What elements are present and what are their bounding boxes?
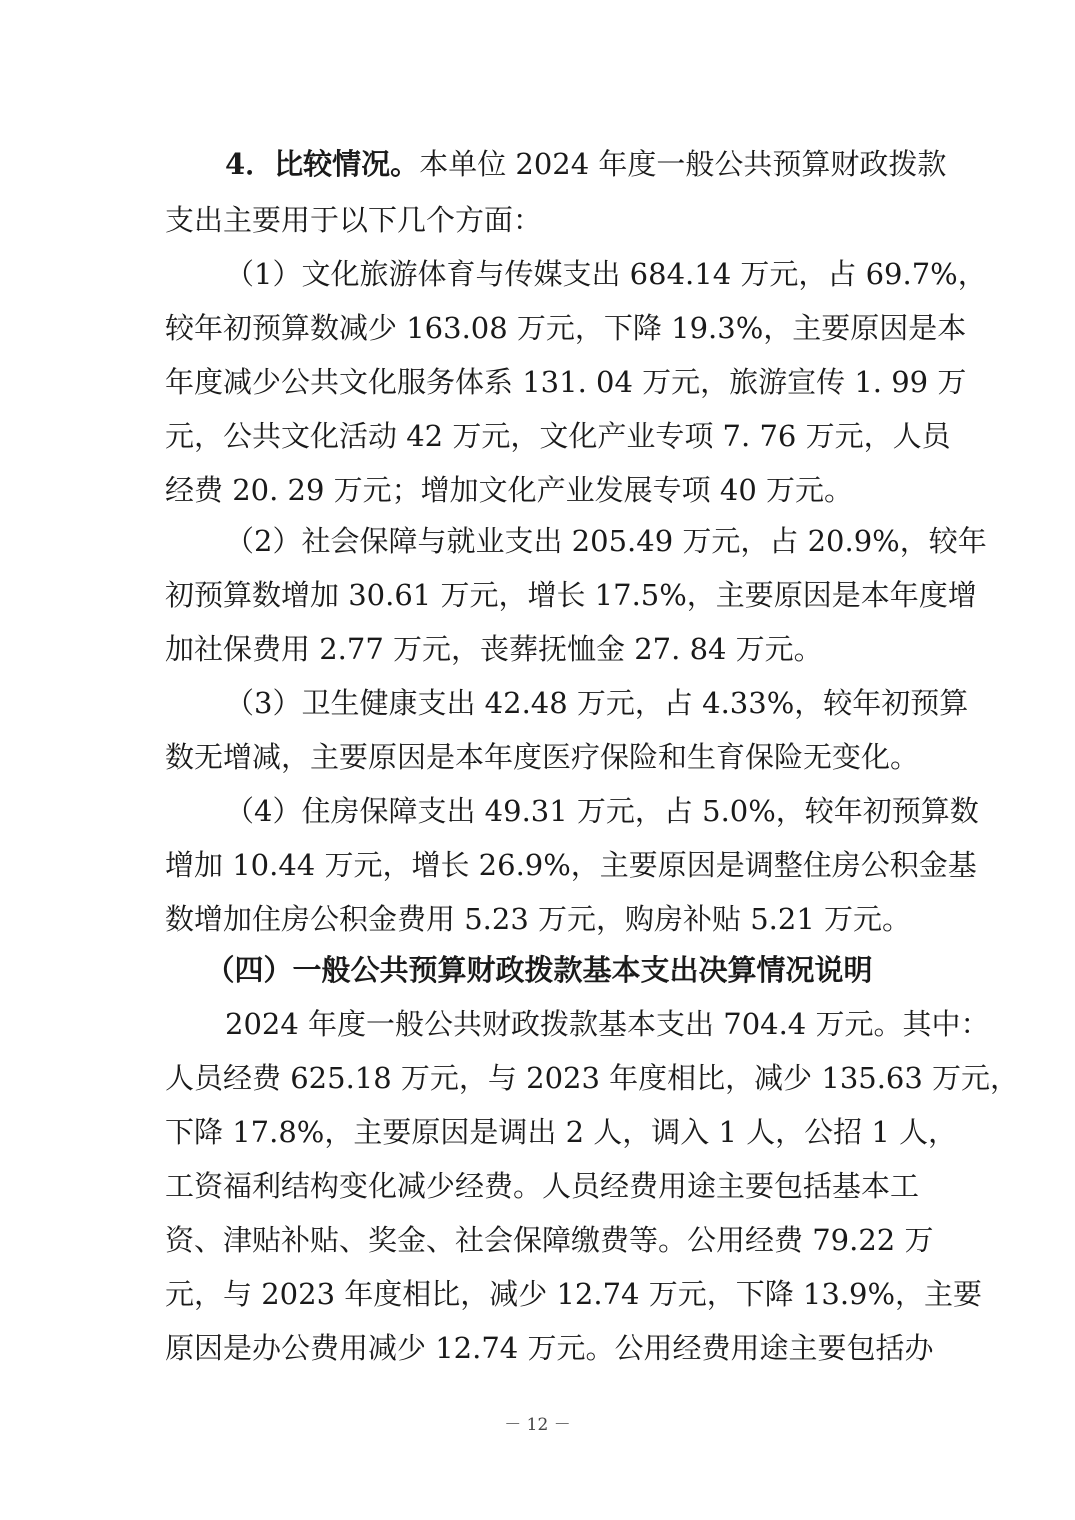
section-four-title: （四）一般公共预算财政拨款基本支出决算情况说明 [205, 953, 873, 987]
item-1-line: 较年初预算数减少 163.08 万元，下降 19.3%，主要原因是本 [165, 311, 967, 345]
item-3-line: 数无增减，主要原因是本年度医疗保险和生育保险无变化。 [165, 740, 920, 774]
item-3-line: （3）卫生健康支出 42.48 万元，占 4.33%，较年初预算 [225, 686, 969, 720]
item-1-line: （1）文化旅游体育与传媒支出 684.14 万元，占 69.7%， [225, 257, 987, 291]
section-4-text: 本单位 2024 年度一般公共预算财政拨款 [419, 147, 947, 181]
section-4-heading: 4．比较情况。 [225, 147, 420, 181]
paragraph-line: 支出主要用于以下几个方面： [165, 203, 543, 237]
section-four-line: 人员经费 625.18 万元，与 2023 年度相比，减少 135.63 万元， [165, 1061, 1020, 1095]
item-1-line: 元，公共文化活动 42 万元，文化产业专项 7. 76 万元，人员 [165, 419, 951, 453]
section-four-line: 工资福利结构变化减少经费。人员经费用途主要包括基本工 [165, 1169, 920, 1203]
section-four-line: 原因是办公费用减少 12.74 万元。公用经费用途主要包括办 [165, 1331, 934, 1365]
section-four-line: 下降 17.8%，主要原因是调出 2 人，调入 1 人，公招 1 人， [165, 1115, 958, 1149]
item-4-line: （4）住房保障支出 49.31 万元，占 5.0%，较年初预算数 [225, 794, 979, 828]
item-2-line: （2）社会保障与就业支出 205.49 万元，占 20.9%，较年 [225, 524, 987, 558]
section-four-line: 元，与 2023 年度相比，减少 12.74 万元，下降 13.9%，主要 [165, 1277, 983, 1311]
item-1-line: 年度减少公共文化服务体系 131. 04 万元，旅游宣传 1. 99 万 [165, 365, 967, 399]
item-2-line: 初预算数增加 30.61 万元，增长 17.5%，主要原因是本年度增 [165, 578, 977, 612]
section-four-line: 资、津贴补贴、奖金、社会保障缴费等。公用经费 79.22 万 [165, 1223, 934, 1257]
page-number: － 12 － [504, 1415, 571, 1435]
section-4-paragraph-line [225, 136, 947, 192]
section-four-line: 2024 年度一般公共财政拨款基本支出 704.4 万元。其中： [225, 1007, 990, 1041]
item-1-line: 经费 20. 29 万元；增加文化产业发展专项 40 万元。 [165, 473, 854, 507]
item-2-line: 加社保费用 2.77 万元，丧葬抚恤金 27. 84 万元。 [165, 632, 823, 666]
item-4-line: 数增加住房公积金费用 5.23 万元，购房补贴 5.21 万元。 [165, 902, 912, 936]
item-4-line: 增加 10.44 万元，增长 26.9%，主要原因是调整住房公积金基 [165, 848, 977, 882]
